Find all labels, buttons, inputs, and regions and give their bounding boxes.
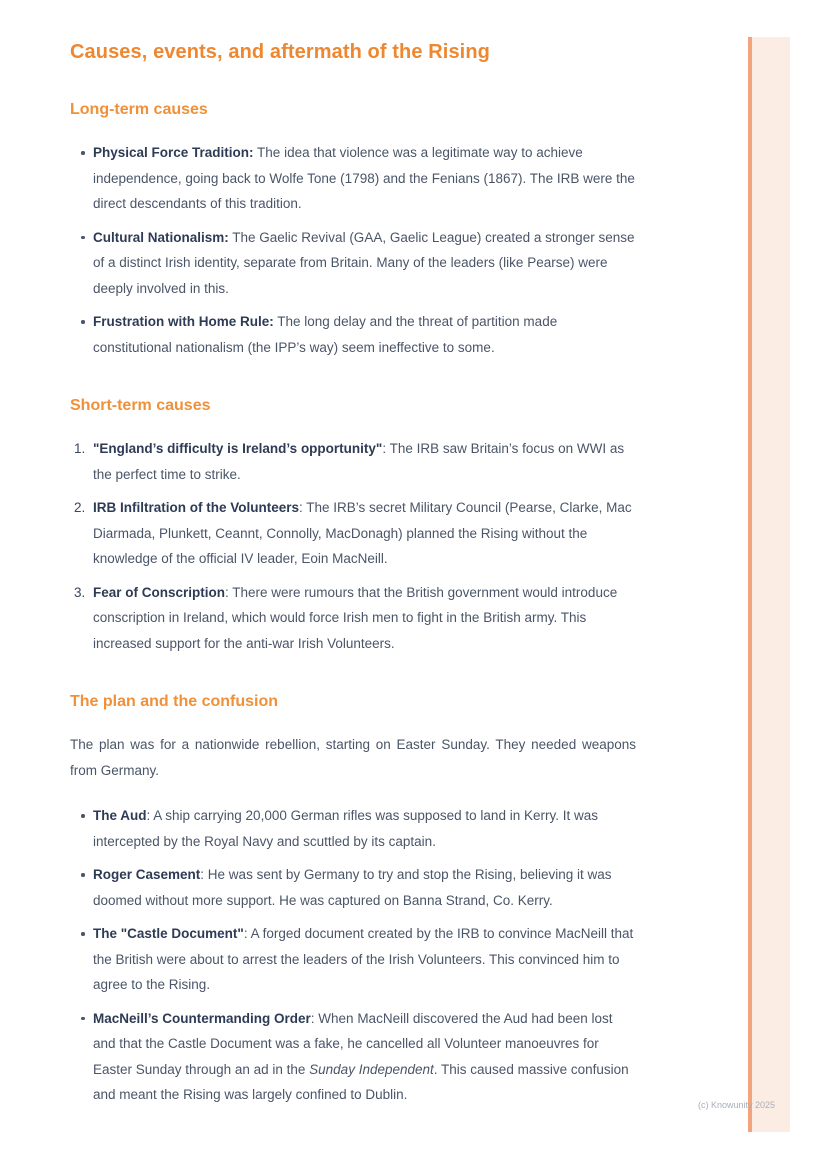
list-item — [70, 1006, 636, 1108]
bullet-icon — [81, 236, 85, 240]
item-italic-title: Sunday Independent — [309, 1061, 434, 1077]
list-item-text — [93, 309, 636, 360]
section-heading-plan-and-confusion: The plan and the confusion — [70, 693, 278, 710]
list-item — [70, 921, 636, 998]
list-item — [70, 580, 636, 657]
document-content — [70, 0, 636, 1108]
number-marker: 3. — [74, 584, 86, 600]
list-item-text — [93, 1006, 636, 1108]
item-body: : A ship carrying 20,000 German rifles was supposed to land in Kerry. It was intercepted by the Royal Navy and scuttled by its captain. — [93, 808, 598, 849]
item-lead: Frustration with Home Rule: — [93, 314, 274, 329]
list-item — [70, 495, 636, 572]
item-lead: Roger Casement — [93, 867, 201, 882]
right-accent-bar — [748, 37, 790, 1132]
item-lead: Physical Force Tradition: — [93, 145, 254, 160]
item-body: The long delay and the threat of partition made constitutional nationalism (the IPP’s way) seem ineffective to some. — [93, 314, 558, 355]
item-lead: The Aud — [93, 808, 147, 823]
list-item — [70, 803, 636, 854]
list-item-text — [93, 225, 636, 302]
list-item-text — [93, 140, 636, 217]
item-lead: The "Castle Document" — [93, 926, 244, 941]
list-item-text — [93, 495, 636, 572]
list-item-text — [93, 921, 636, 998]
item-body-continued: . This caused massive confusion and meant the Rising was largely confined to Dublin. — [93, 1061, 629, 1102]
bullet-icon — [81, 932, 85, 936]
item-body: : When MacNeill discovered the Aud had been lost and that the Castle Document was a fake, he cancelled all Volunteer manoeuvres for Easter Sunday through an ad in the — [93, 1010, 613, 1077]
item-lead: Cultural Nationalism: — [93, 229, 229, 245]
item-lead: Fear of Conscription — [93, 584, 226, 600]
plan-intro-paragraph: The plan was for a nationwide rebellion, starting on Easter Sunday. They needed weapons from Germany. — [70, 737, 636, 778]
item-lead: "England’s difficulty is Ireland’s opportunity" — [93, 441, 383, 456]
plan-and-confusion-list — [70, 803, 636, 1108]
list-item — [70, 862, 636, 913]
item-body: The Gaelic Revival (GAA, Gaelic League) created a stronger sense of a distinct Irish identity, separate from Britain. Many of the leaders (like Pearse) were deeply involved in this. — [93, 229, 635, 296]
list-item — [70, 225, 636, 302]
list-item-text — [93, 436, 636, 487]
number-marker: 1. — [74, 441, 86, 456]
item-body: The idea that violence was a legitimate way to achieve independence, going back to Wolfe Tone (1798) and the Fenians (1867). The IRB were the direct descendants of this tradition. — [93, 145, 635, 211]
page-title: Causes, events, and aftermath of the Rising — [70, 41, 490, 63]
copyright-footer: (c) Knowunity 2025 — [697, 1100, 775, 1110]
bullet-icon — [81, 814, 85, 818]
bullet-icon — [81, 320, 85, 324]
list-item-text — [93, 862, 636, 913]
section-heading-long-term-causes: Long-term causes — [70, 101, 208, 118]
section-heading-short-term-causes: Short-term causes — [70, 397, 211, 414]
list-item — [70, 140, 636, 217]
item-body: : A forged document created by the IRB to convince MacNeill that the British were about to arrest the leaders of the Irish Volunteers. This convinced him to agree to the Rising. — [93, 926, 634, 992]
item-lead: IRB Infiltration of the Volunteers — [93, 500, 300, 515]
number-marker: 2. — [74, 500, 86, 515]
item-body: : The IRB saw Britain’s focus on WWI as the perfect time to strike. — [93, 441, 625, 482]
item-body: : He was sent by Germany to try and stop the Rising, believing it was doomed without more support. He was captured on Banna Strand, Co. Kerry. — [93, 867, 612, 908]
list-item-text — [93, 803, 636, 854]
short-term-causes-list — [70, 436, 636, 656]
bullet-icon — [81, 1017, 85, 1021]
item-body: : The IRB’s secret Military Council (Pearse, Clarke, Mac Diarmada, Plunkett, Ceannt, Connolly, MacDonagh) planned the Rising without the knowledge of the official IV leader, Eoin MacNeill. — [93, 500, 632, 566]
item-body: : There were rumours that the British government would introduce conscription in Ireland, which would force Irish men to fight in the British army. This increased support for the anti-war Irish Volunteers. — [93, 584, 618, 651]
bullet-icon — [81, 151, 85, 155]
long-term-causes-list — [70, 140, 636, 360]
list-item-text — [93, 580, 636, 657]
list-item — [70, 309, 636, 360]
list-item — [70, 436, 636, 487]
item-lead: MacNeill’s Countermanding Order — [93, 1010, 311, 1026]
bullet-icon — [81, 873, 85, 877]
